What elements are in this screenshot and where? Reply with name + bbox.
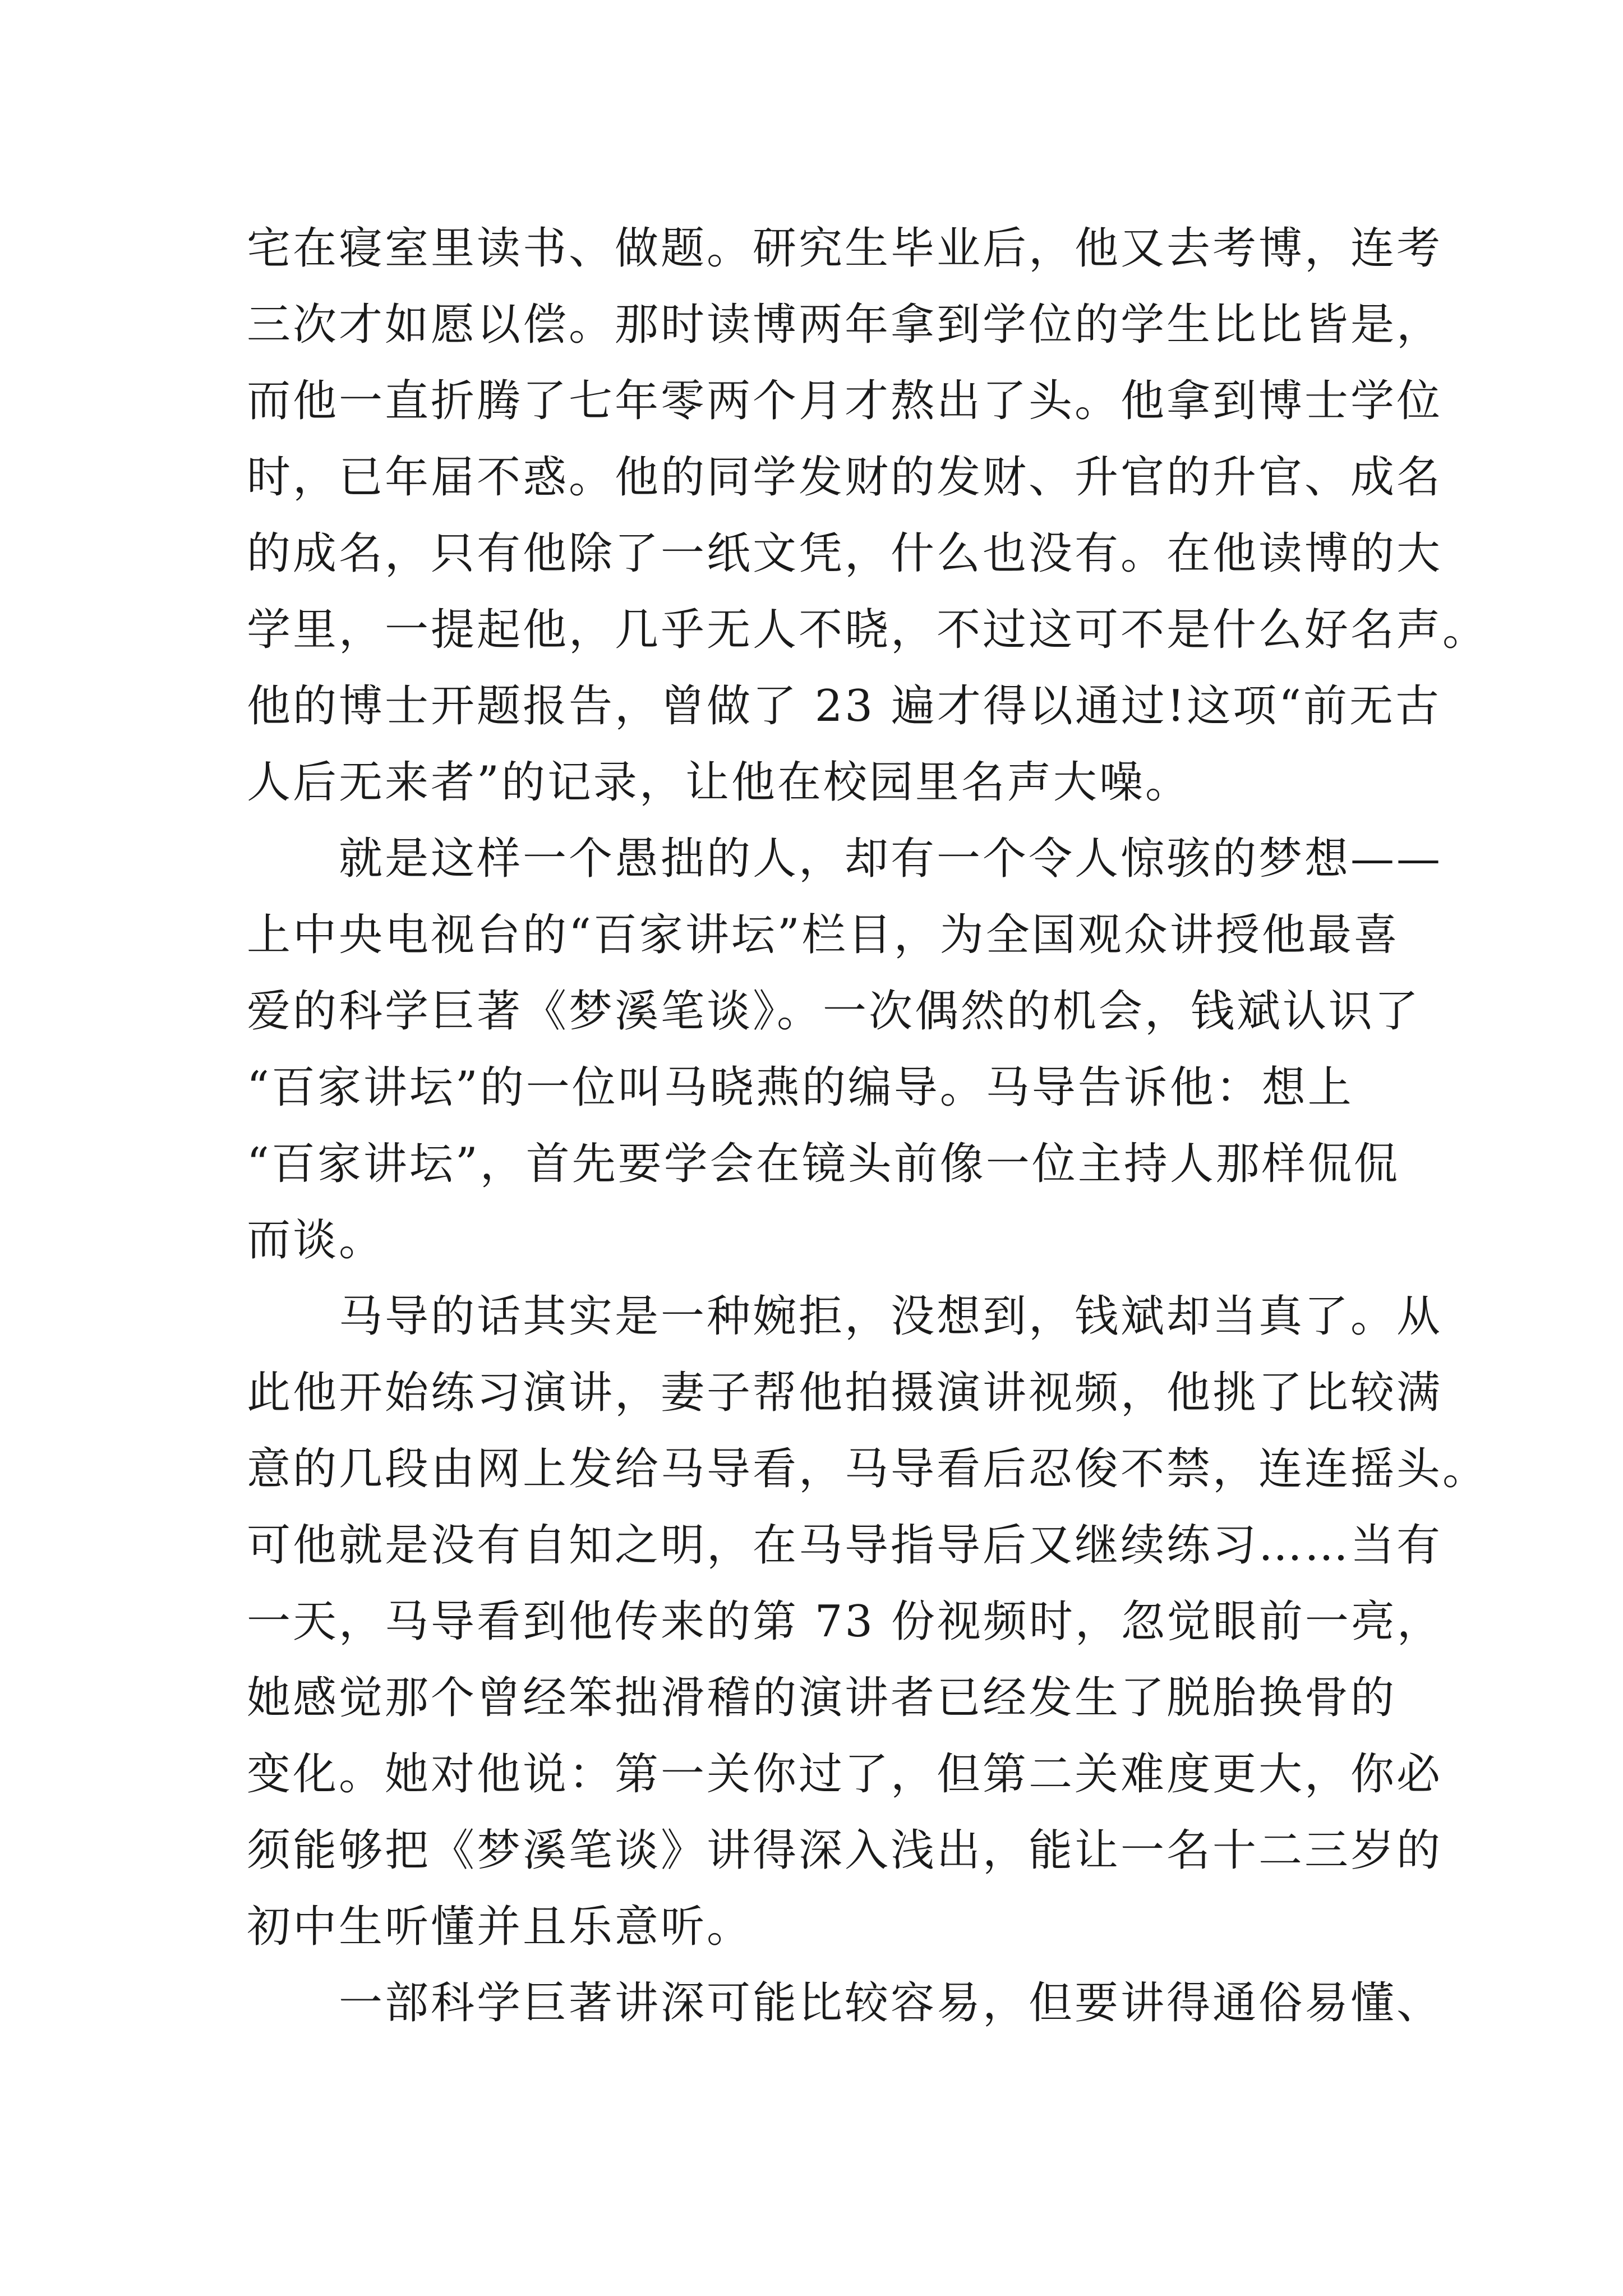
text-line: 马导的话其实是一种婉拒，没想到，钱斌却当真了。从 [247,1291,1443,1342]
text-line: 变化。她对他说：第一关你过了，但第二关难度更大，你必 [247,1749,1443,1800]
text-line: 爱的科学巨著《梦溪笔谈》。一次偶然的机会，钱斌认识了 [247,986,1421,1037]
text-line: “百家讲坛”的一位叫马晓燕的编导。马导告诉他：想上 [247,1062,1354,1113]
text-line: 宅在寝室里读书、做题。研究生毕业后，他又去考博，连考 [247,223,1443,274]
text-line: 他的博士开题报告，曾做了 23 遍才得以通过!这项“前无古 [247,681,1442,731]
paragraph-4 [247,1965,1443,2041]
text-line: 三次才如愿以偿。那时读博两年拿到学位的学生比比皆是， [247,300,1443,350]
text-line: 此他开始练习演讲，妻子帮他拍摄演讲视频，他挑了比较满 [247,1368,1443,1418]
paragraph-2 [247,821,1443,1278]
text-line: 学里，一提起他，几乎无人不晓，不过这可不是什么好名声。 [247,605,1489,655]
text-line: “百家讲坛”，首先要学会在镜头前像一位主持人那样侃侃 [247,1139,1400,1189]
text-line: 初中生听懂并且乐意听。 [247,1902,753,1952]
text-line: 一天，马导看到他传来的第 73 份视频时，忽觉眼前一亮， [247,1596,1443,1647]
text-line: 时，已年届不惑。他的同学发财的发财、升官的升官、成名 [247,452,1443,503]
document-body [247,210,1489,2041]
text-line: 而谈。 [247,1215,385,1266]
text-line: 的成名，只有他除了一纸文凭，什么也没有。在他读博的大 [247,528,1443,579]
text-line: 人后无来者”的记录，让他在校园里名声大噪。 [247,757,1191,808]
text-line: 可他就是没有自知之明，在马导指导后又继续练习……当有 [247,1520,1443,1571]
text-line: 须能够把《梦溪笔谈》讲得深入浅出，能让一名十二三岁的 [247,1825,1443,1876]
text-line: 她感觉那个曾经笨拙滑稽的演讲者已经发生了脱胎换骨的 [247,1673,1397,1723]
paragraph-3 [247,1278,1489,1965]
text-line: 上中央电视台的“百家讲坛”栏目，为全国观众讲授他最喜 [247,910,1400,960]
text-line: 意的几段由网上发给马导看，马导看后忍俊不禁，连连摇头。 [247,1444,1489,1494]
text-line: 而他一直折腾了七年零两个月才熬出了头。他拿到博士学位 [247,376,1443,426]
text-line: 就是这样一个愚拙的人，却有一个令人惊骇的梦想—— [247,834,1443,884]
paragraph-1 [247,210,1489,821]
text-line: 一部科学巨著讲深可能比较容易，但要讲得通俗易懂、 [247,1978,1443,2028]
